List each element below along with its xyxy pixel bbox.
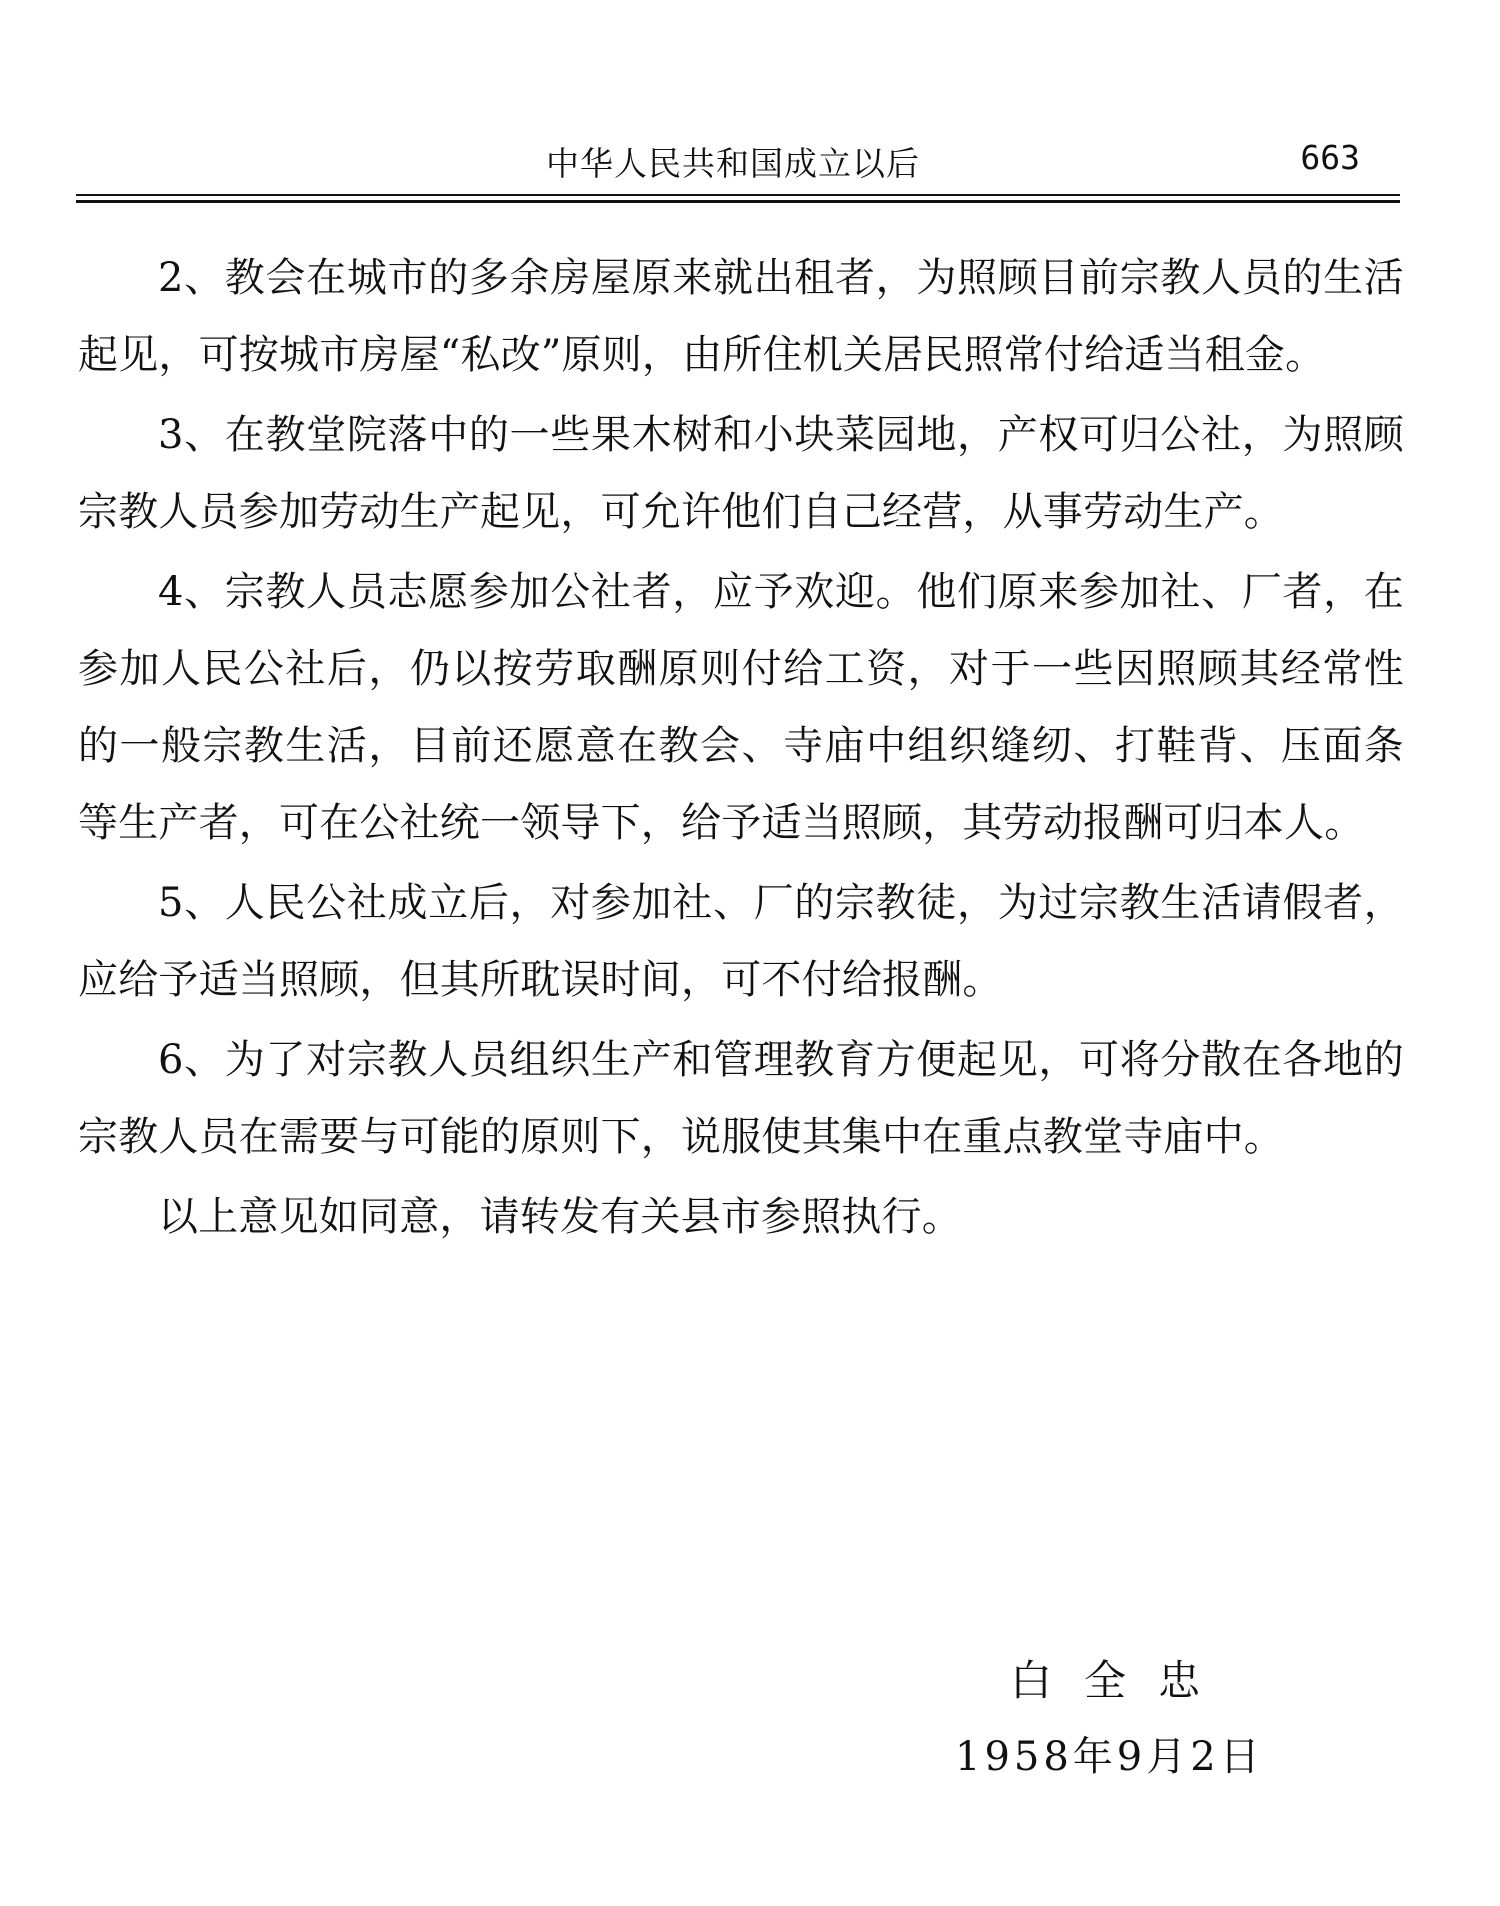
- signature: 白全忠: [1010, 1656, 1233, 1705]
- paragraph-4: 4、宗教人员志愿参加公社者，应予欢迎。他们原来参加社、厂者，在参加人民公社后，仍以按劳取酬原则付给工资，对于一些因照顾其经常性的一般宗教生活，目前还愿意在教会、寺庙中组织缝纫、打鞋背、压面条等生产者，可在公社统一领导下，给予适当照顾，其劳动报酬可归本人。: [78, 569, 1404, 846]
- paragraph-2: 2、教会在城市的多余房屋原来就出租者，为照顾目前宗教人员的生活起见，可按城市房屋“私改”原则，由所住机关居民照常付给适当租金。: [78, 255, 1404, 378]
- header-rule-thin: [76, 194, 1400, 196]
- signature-date: 1958年9月2日: [955, 1734, 1264, 1780]
- paragraph-3: 3、在教堂院落中的一些果木树和小块菜园地，产权可归公社，为照顾宗教人员参加劳动生产起见，可允许他们自己经营，从事劳动生产。: [78, 412, 1404, 535]
- running-title: 中华人民共和国成立以后: [546, 144, 920, 183]
- page-header: [76, 138, 1400, 188]
- page-number: 663: [1300, 138, 1360, 177]
- paragraph-5: 5、人民公社成立后，对参加社、厂的宗教徒，为过宗教生活请假者，应给予适当照顾，但其所耽误时间，可不付给报酬。: [78, 880, 1404, 1003]
- body-text: [78, 240, 1404, 1259]
- paragraph-6: 6、为了对宗教人员组织生产和管理教育方便起见，可将分散在各地的宗教人员在需要与可能的原则下，说服使其集中在重点教堂寺庙中。: [78, 1037, 1404, 1160]
- paragraph-conclusion: 以上意见如同意，请转发有关县市参照执行。: [158, 1194, 962, 1240]
- header-rule-thick: [76, 200, 1400, 203]
